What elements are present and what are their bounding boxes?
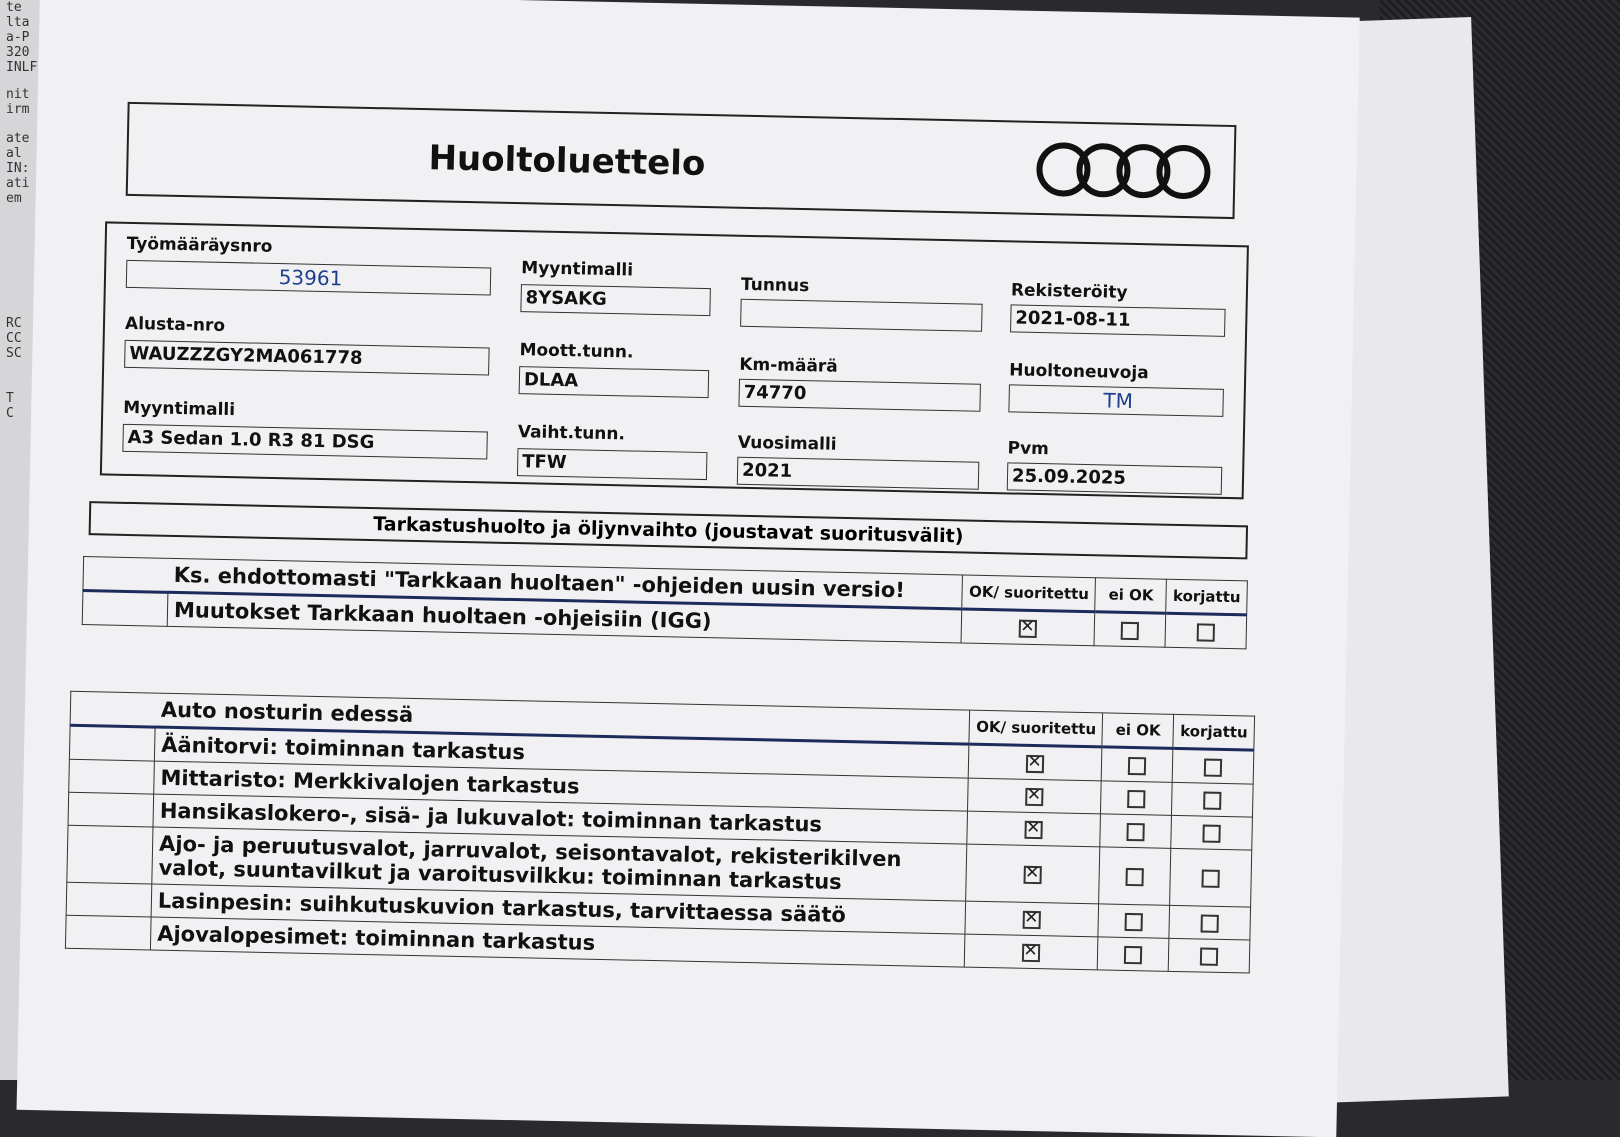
checkbox-ok[interactable]	[1026, 755, 1044, 773]
row-text: Äänitorvi: toiminnan tarkastus	[154, 727, 969, 778]
receipt-text: C	[6, 406, 14, 421]
checkbox-cell	[1165, 613, 1246, 649]
checkbox-ok[interactable]	[1024, 866, 1042, 884]
row-spacer	[69, 725, 155, 761]
receipt-text: CC	[6, 331, 22, 346]
checkbox-fixed[interactable]	[1202, 870, 1220, 888]
vehicle-info-box	[100, 221, 1249, 499]
checkbox-fixed[interactable]	[1197, 623, 1215, 641]
checkbox-not-ok[interactable]	[1125, 913, 1143, 931]
col-fixed-header: korjattu	[1173, 714, 1254, 750]
checkbox-cell	[1098, 904, 1170, 938]
col-ok-header: OK/ suoritettu	[962, 575, 1096, 612]
checkbox-cell	[967, 811, 1101, 847]
checkbox-cell	[965, 934, 1099, 970]
value-alusta-nro: WAUZZZGY2MA061778	[124, 340, 490, 376]
receipt-text: a-P	[6, 30, 30, 45]
checkbox-cell	[1171, 815, 1252, 850]
value-pvm: 25.09.2025	[1007, 462, 1223, 494]
checkbox-ok[interactable]	[1026, 788, 1044, 806]
row-spacer	[67, 825, 153, 884]
label-tyomaaraysnro: Työmääräysnro	[126, 233, 273, 257]
value-tyomaaraysnro: 53961	[126, 260, 492, 296]
checkbox-fixed[interactable]	[1200, 948, 1218, 966]
checkbox-cell	[968, 778, 1102, 814]
row-text: Muutokset Tarkkaan huoltaen -ohjeisiin (IGG)	[167, 592, 962, 643]
checkbox-cell	[969, 744, 1103, 781]
checkbox-cell	[1098, 937, 1170, 971]
label-vaiht-tunn: Vaiht.tunn.	[517, 422, 626, 445]
value-myyntimalli-code: 8YSAKG	[520, 284, 711, 316]
checkbox-not-ok[interactable]	[1127, 823, 1145, 841]
label-rekisteroity: Rekisteröity	[1010, 280, 1128, 303]
checkbox-not-ok[interactable]	[1121, 622, 1139, 640]
service-checklist-document	[17, 0, 1360, 1137]
receipt-text: 320	[6, 45, 30, 60]
receipt-text: SC	[6, 346, 22, 361]
row-text: Hansikaslokero-, sisä- ja lukuvalot: toiminnan tarkastus	[153, 794, 968, 844]
checkbox-cell	[1172, 782, 1253, 817]
checkbox-fixed[interactable]	[1203, 825, 1221, 843]
receipt-text: ati	[6, 176, 30, 191]
col-not-ok-header: ei OK	[1102, 713, 1174, 748]
label-alusta-nro: Alusta-nro	[124, 313, 226, 336]
row-spacer	[65, 915, 151, 950]
value-vuosimalli: 2021	[737, 457, 980, 490]
checkbox-cell	[1094, 612, 1166, 647]
receipt-text: irm	[6, 102, 30, 117]
label-myyntimalli-code: Myyntimalli	[521, 258, 634, 281]
value-tunnus	[740, 299, 983, 332]
receipt-text: ate	[6, 131, 30, 146]
value-huoltoneuvoja: TM	[1008, 384, 1224, 416]
checkbox-cell	[1169, 905, 1250, 940]
receipt-text: em	[6, 191, 22, 206]
checklist-table-2	[65, 691, 1255, 974]
label-km-maara: Km-määrä	[739, 354, 838, 377]
value-vaiht-tunn: TFW	[517, 448, 708, 480]
receipt-text: lta	[6, 15, 30, 30]
checkbox-cell	[961, 609, 1095, 646]
checkbox-cell	[1101, 781, 1173, 815]
value-rekisteroity: 2021-08-11	[1010, 304, 1226, 336]
row-spacer	[69, 759, 155, 794]
receipt-text: RC	[6, 316, 22, 331]
checkbox-cell	[1169, 938, 1250, 973]
checkbox-fixed[interactable]	[1204, 759, 1222, 777]
value-moott-tunn: DLAA	[519, 366, 710, 398]
receipt-text: te	[6, 0, 22, 15]
value-km-maara: 74770	[738, 379, 981, 412]
checkbox-fixed[interactable]	[1203, 792, 1221, 810]
row-spacer	[68, 792, 154, 827]
checkbox-not-ok[interactable]	[1126, 868, 1144, 886]
row-spacer	[82, 591, 168, 627]
document-title: Huoltoluettelo	[428, 138, 706, 184]
checkbox-ok[interactable]	[1023, 911, 1041, 929]
receipt-text: al	[6, 146, 22, 161]
col-ok-header: OK/ suoritettu	[969, 710, 1103, 747]
checkbox-cell	[1102, 747, 1174, 782]
value-myyntimalli: A3 Sedan 1.0 R3 81 DSG	[122, 424, 488, 460]
row-text: Mittaristo: Merkkivalojen tarkastus	[154, 761, 969, 811]
checkbox-cell	[1173, 748, 1254, 784]
label-pvm: Pvm	[1007, 438, 1050, 460]
row-spacer	[66, 882, 152, 917]
label-moott-tunn: Moott.tunn.	[519, 340, 634, 363]
table-header: Ks. ehdottomasti "Tarkkaan huoltaen" -ohjeiden uusin versio!	[83, 557, 963, 609]
checkbox-not-ok[interactable]	[1128, 790, 1146, 808]
label-tunnus: Tunnus	[740, 274, 810, 297]
receipt-text: INLF	[6, 60, 38, 75]
checkbox-not-ok[interactable]	[1124, 946, 1142, 964]
checkbox-ok[interactable]	[1022, 944, 1040, 962]
table-header: Auto nosturin edessä	[70, 691, 970, 744]
section-title: Tarkastushuolto ja öljynvaihto (joustavat suoritusvälit)	[89, 501, 1248, 559]
checkbox-cell	[1099, 847, 1171, 905]
checkbox-not-ok[interactable]	[1128, 757, 1146, 775]
label-myyntimalli: Myyntimalli	[123, 397, 236, 421]
label-huoltoneuvoja: Huoltoneuvoja	[1009, 360, 1149, 384]
checkbox-cell	[966, 844, 1100, 904]
row-text: Ajovalopesimet: toiminnan tarkastus	[150, 917, 965, 967]
checkbox-cell	[1100, 814, 1172, 848]
row-text: Ajo- ja peruutusvalot, jarruvalot, seisontavalot, rekisterikilven valot, suuntavilkut ja varoitusvilkku: toiminnan tarkastus	[152, 827, 967, 901]
receipt-text: T	[6, 391, 14, 406]
checkbox-cell	[1170, 848, 1252, 907]
label-vuosimalli: Vuosimalli	[737, 432, 837, 455]
audi-logo-icon	[1033, 141, 1214, 201]
row-text: Lasinpesin: suihkutuskuvion tarkastus, tarvittaessa säätö	[151, 884, 966, 934]
receipt-text: IN:	[6, 161, 30, 176]
receipt-text: nit	[6, 87, 30, 102]
checkbox-cell	[965, 901, 1099, 937]
col-not-ok-header: ei OK	[1095, 578, 1167, 613]
checkbox-ok[interactable]	[1025, 821, 1043, 839]
col-fixed-header: korjattu	[1166, 579, 1247, 615]
checklist-table-1	[82, 556, 1248, 649]
checkbox-fixed[interactable]	[1201, 915, 1219, 933]
title-box	[126, 102, 1237, 219]
checkbox-ok[interactable]	[1019, 620, 1037, 638]
